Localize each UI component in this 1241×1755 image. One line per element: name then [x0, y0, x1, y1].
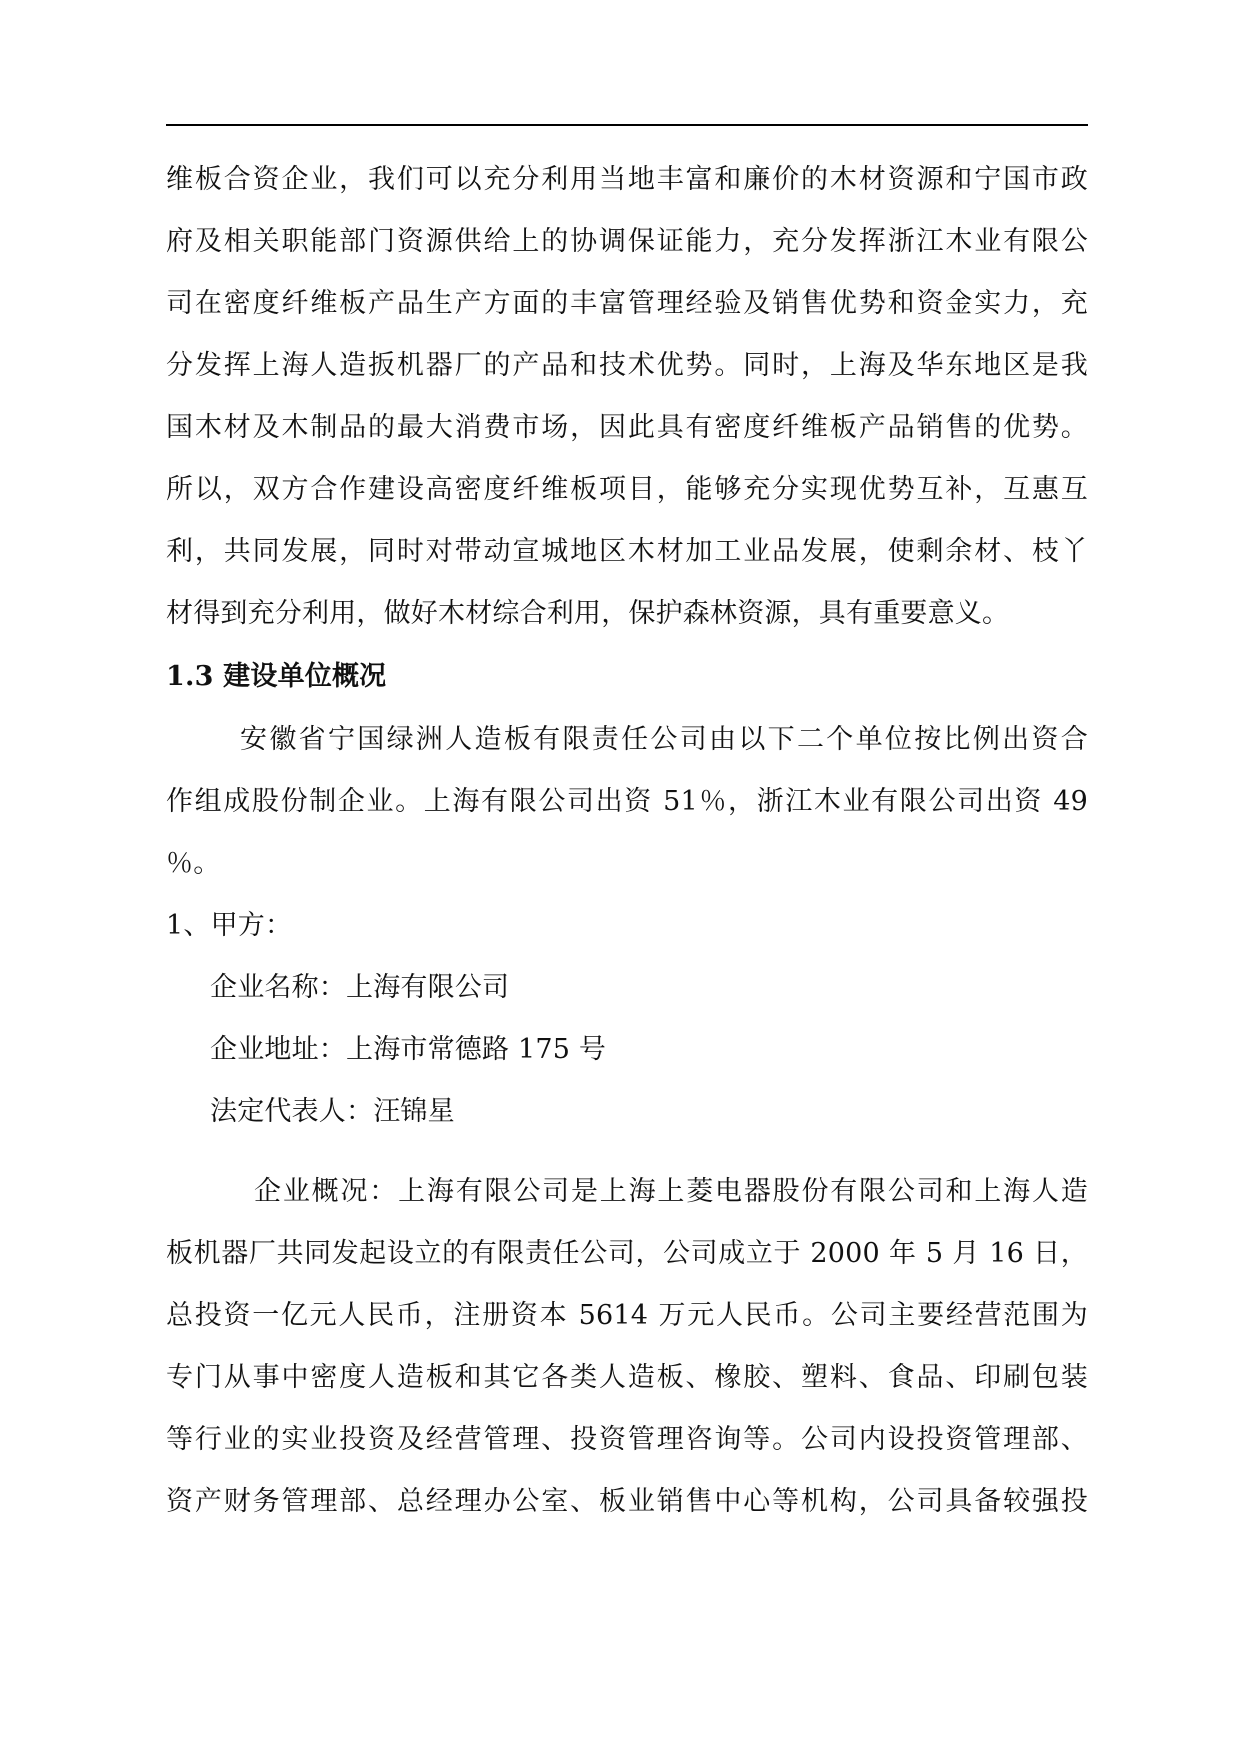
text-line: 企业概况：上海有限公司是上海上菱电器股份有限公司和上海人造 — [254, 1176, 1088, 1207]
legal-representative: 法定代表人：汪锦星 — [210, 1096, 455, 1127]
text-line: 作组成股份制企业。上海有限公司出资 51％，浙江木业有限公司出资 49 — [166, 786, 1088, 817]
text-line: ％。 — [166, 848, 221, 879]
party-a-label: 1、甲方： — [166, 910, 293, 941]
text-line: 维板合资企业，我们可以充分利用当地丰富和廉价的木材资源和宁国市政 — [166, 164, 1088, 195]
text-line: 资产财务管理部、总经理办公室、板业销售中心等机构，公司具备较强投 — [166, 1486, 1088, 1517]
text-line: 府及相关职能部门资源供给上的协调保证能力，充分发挥浙江木业有限公 — [166, 226, 1088, 257]
text-line: 利，共同发展，同时对带动宣城地区木材加工业品发展，使剩余材、枝丫 — [166, 536, 1088, 567]
text-line: 国木材及木制品的最大消费市场，因此具有密度纤维板产品销售的优势。 — [166, 412, 1088, 443]
text-line: 板机器厂共同发起设立的有限责任公司，公司成立于 2000 年 5 月 16 日， — [166, 1238, 1088, 1269]
section-heading: 1.3 建设单位概况 — [166, 661, 387, 692]
text-line: 司在密度纤维板产品生产方面的丰富管理经验及销售优势和资金实力，充 — [166, 288, 1088, 319]
text-line: 所以，双方合作建设高密度纤维板项目，能够充分实现优势互补，互惠互 — [166, 474, 1088, 505]
header-rule — [166, 124, 1088, 126]
company-address: 企业地址：上海市常德路 175 号 — [210, 1034, 607, 1065]
text-line: 分发挥上海人造扳机器厂的产品和技术优势。同时，上海及华东地区是我 — [166, 350, 1088, 381]
company-name: 企业名称：上海有限公司 — [210, 972, 510, 1003]
text-line: 等行业的实业投资及经营管理、投资管理咨询等。公司内设投资管理部、 — [166, 1424, 1088, 1455]
text-line: 安徽省宁国绿洲人造板有限责任公司由以下二个单位按比例出资合 — [240, 724, 1088, 755]
text-line: 总投资一亿元人民币，注册资本 5614 万元人民币。公司主要经营范围为 — [166, 1300, 1088, 1331]
text-line: 材得到充分利用，做好木材综合利用，保护森林资源，具有重要意义。 — [166, 598, 1010, 629]
text-line: 专门从事中密度人造板和其它各类人造板、橡胶、塑料、食品、印刷包装 — [166, 1362, 1088, 1393]
